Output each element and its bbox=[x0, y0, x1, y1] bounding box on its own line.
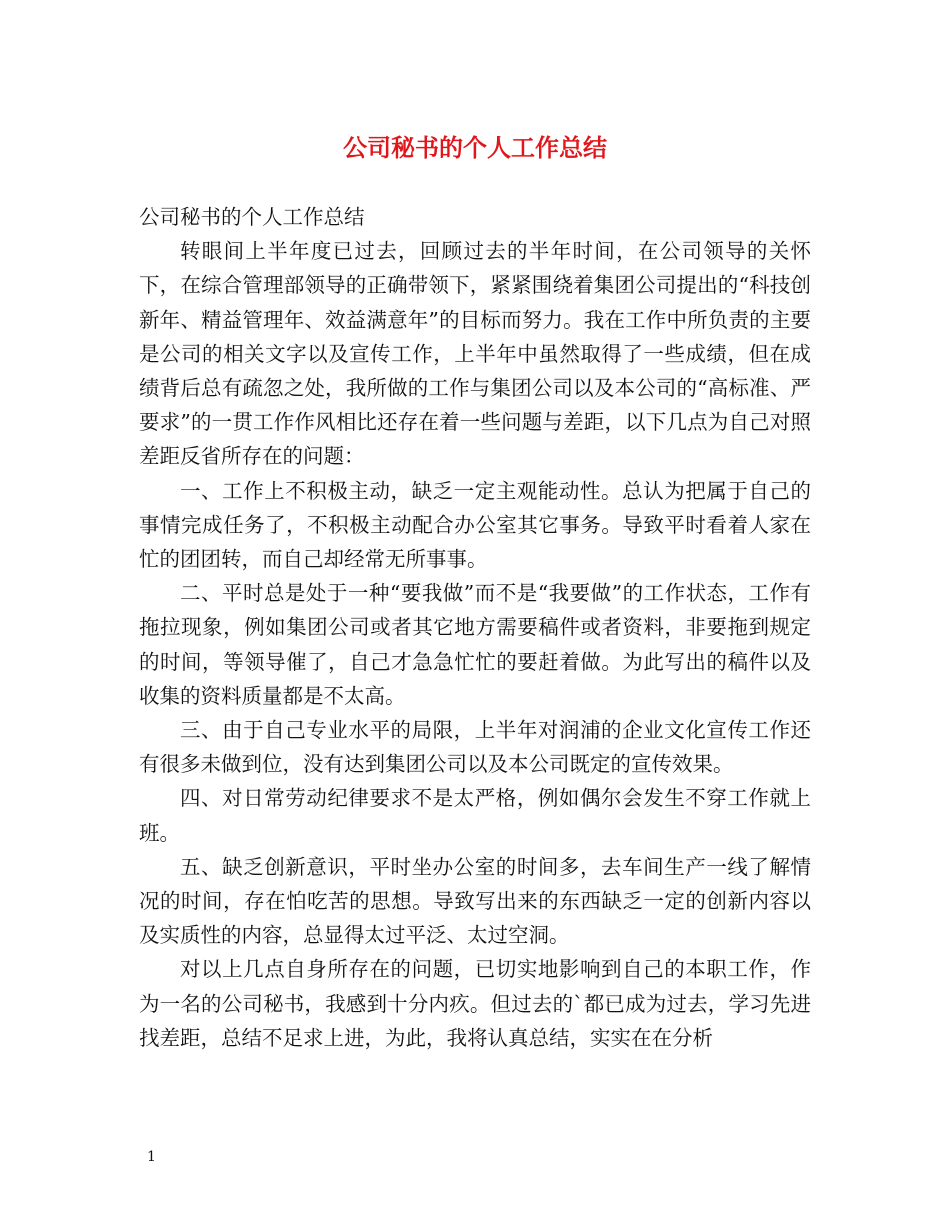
document-title: 公司秘书的个人工作总结 bbox=[343, 133, 607, 162]
paragraph-point-1: 一、工作上不积极主动，缺乏一定主观能动性。总认为把属于自己的事情完成任务了，不积极主动配合办公室其它事务。导致平时看着人家在忙的团团转，而自己却经常无所事事。 bbox=[139, 478, 811, 572]
paragraph-point-2: 二、平时总是处于一种“要我做”而不是“我要做”的工作状态，工作有拖拉现象，例如集团公司或者其它地方需要稿件或者资料，非要拖到规定的时间，等领导催了，自己才急急忙忙的要赶着做。为此写出的稿件以及收集的资料质量都是不太高。 bbox=[139, 581, 811, 708]
paragraph-point-3: 三、由于自己专业水平的局限，上半年对润浦的企业文化宣传工作还有很多未做到位，没有达到集团公司以及本公司既定的宣传效果。 bbox=[139, 718, 811, 777]
document-body bbox=[139, 200, 811, 1055]
paragraph-point-5: 五、缺乏创新意识，平时坐办公室的时间多，去车间生产一线了解情况的时间，存在怕吃苦的思想。导致写出来的东西缺乏一定的创新内容以及实质性的内容，总显得太过平泛、太过空洞。 bbox=[139, 854, 811, 948]
paragraph-intro: 转眼间上半年度已过去，回顾过去的半年时间，在公司领导的关怀下，在综合管理部领导的正确带领下，紧紧围绕着集团公司提出的“科技创新年、精益管理年、效益满意年”的目标而努力。我在工作中所负责的主要是公司的相关文字以及宣传工作，上半年中虽然取得了一些成绩，但在成绩背后总有疏忽之处，我所做的工作与集团公司以及本公司的“高标准、严要求”的一贯工作作风相比还存在着一些问题与差距，以下几点为自己对照差距反省所存在的问题： bbox=[139, 239, 811, 469]
paragraph-conclusion: 对以上几点自身所存在的问题，已切实地影响到自己的本职工作，作为一名的公司秘书，我感到十分内疚。但过去的`都已成为过去，学习先进找差距，总结不足求上进，为此，我将认真总结，实实在在分析 bbox=[139, 957, 811, 1050]
page-number: 1 bbox=[147, 1149, 156, 1165]
document-subtitle: 公司秘书的个人工作总结 bbox=[139, 205, 365, 229]
paragraph-point-4: 四、对日常劳动纪律要求不是太严格，例如偶尔会发生不穿工作就上班。 bbox=[139, 786, 811, 845]
